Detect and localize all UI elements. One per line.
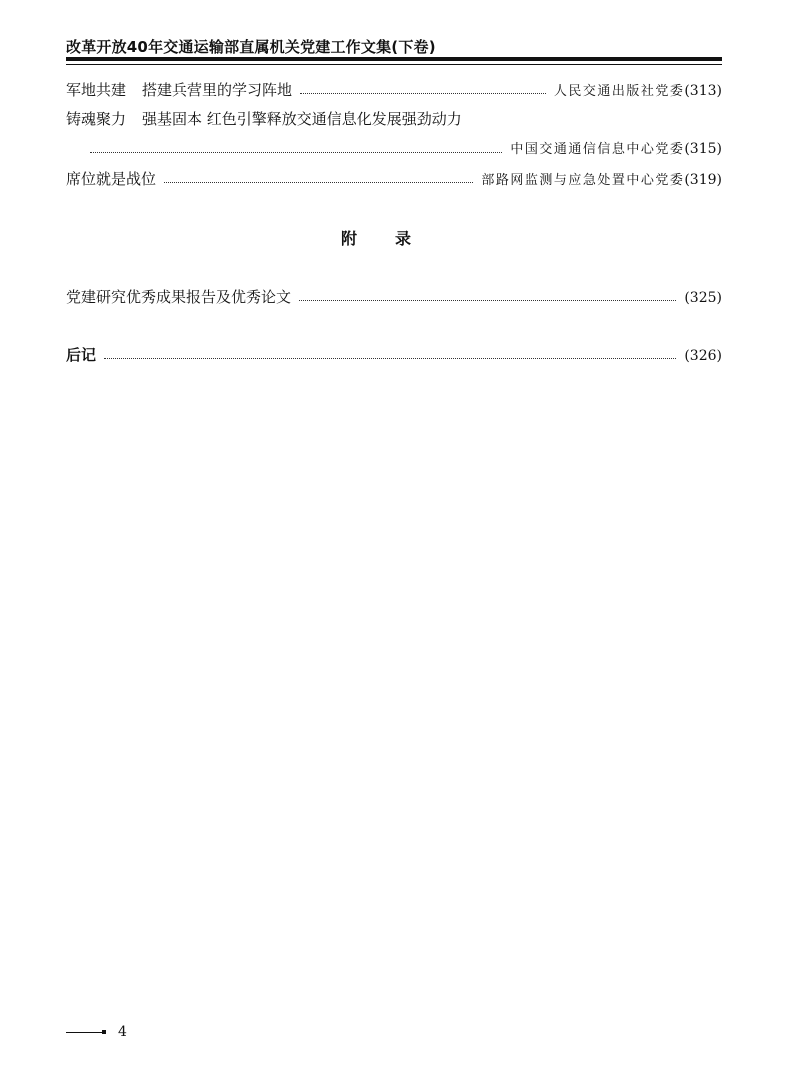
footer-square-icon bbox=[102, 1030, 106, 1034]
page-number: 4 bbox=[118, 1024, 127, 1040]
entry-page-number: (325) bbox=[684, 290, 722, 306]
dot-leader bbox=[164, 182, 473, 183]
appendix-heading: 附录 bbox=[340, 229, 449, 248]
header-rule-thin bbox=[66, 64, 722, 65]
entry-title: 后记 bbox=[66, 346, 97, 364]
toc-entry-title-line[interactable] bbox=[66, 108, 722, 130]
header-rule-thick bbox=[66, 57, 722, 61]
entry-organization: 人民交通出版社党委 bbox=[553, 84, 685, 99]
dot-leader bbox=[300, 93, 546, 94]
dot-leader bbox=[90, 152, 502, 153]
entry-title: 铸魂聚力 强基固本 红色引擎释放交通信息化发展强劲动力 bbox=[66, 110, 462, 128]
toc-entry[interactable] bbox=[66, 344, 722, 366]
dot-leader bbox=[104, 358, 676, 359]
entry-page-number: (319) bbox=[684, 172, 722, 188]
toc-entry[interactable] bbox=[66, 168, 722, 190]
toc-entry[interactable] bbox=[66, 79, 722, 101]
entry-page-number: (315) bbox=[684, 141, 722, 157]
running-header: 改革开放40年交通运输部直属机关党建工作文集(下卷) bbox=[66, 38, 436, 56]
footer-rule bbox=[66, 1032, 102, 1033]
entry-title: 军地共建 搭建兵营里的学习阵地 bbox=[66, 81, 293, 99]
entry-title: 党建研究优秀成果报告及优秀论文 bbox=[66, 288, 292, 306]
entry-organization: 部路网监测与应急处置中心党委 bbox=[481, 173, 685, 188]
toc-entry[interactable] bbox=[66, 286, 722, 308]
dot-leader bbox=[299, 300, 676, 301]
entry-organization: 中国交通通信信息中心党委 bbox=[510, 142, 685, 157]
entry-page-number: (313) bbox=[684, 83, 722, 99]
page-footer bbox=[66, 1024, 127, 1040]
toc-entry-leader-line[interactable] bbox=[66, 138, 722, 160]
entry-title: 席位就是战位 bbox=[66, 170, 157, 188]
entry-page-number: (326) bbox=[684, 348, 722, 364]
